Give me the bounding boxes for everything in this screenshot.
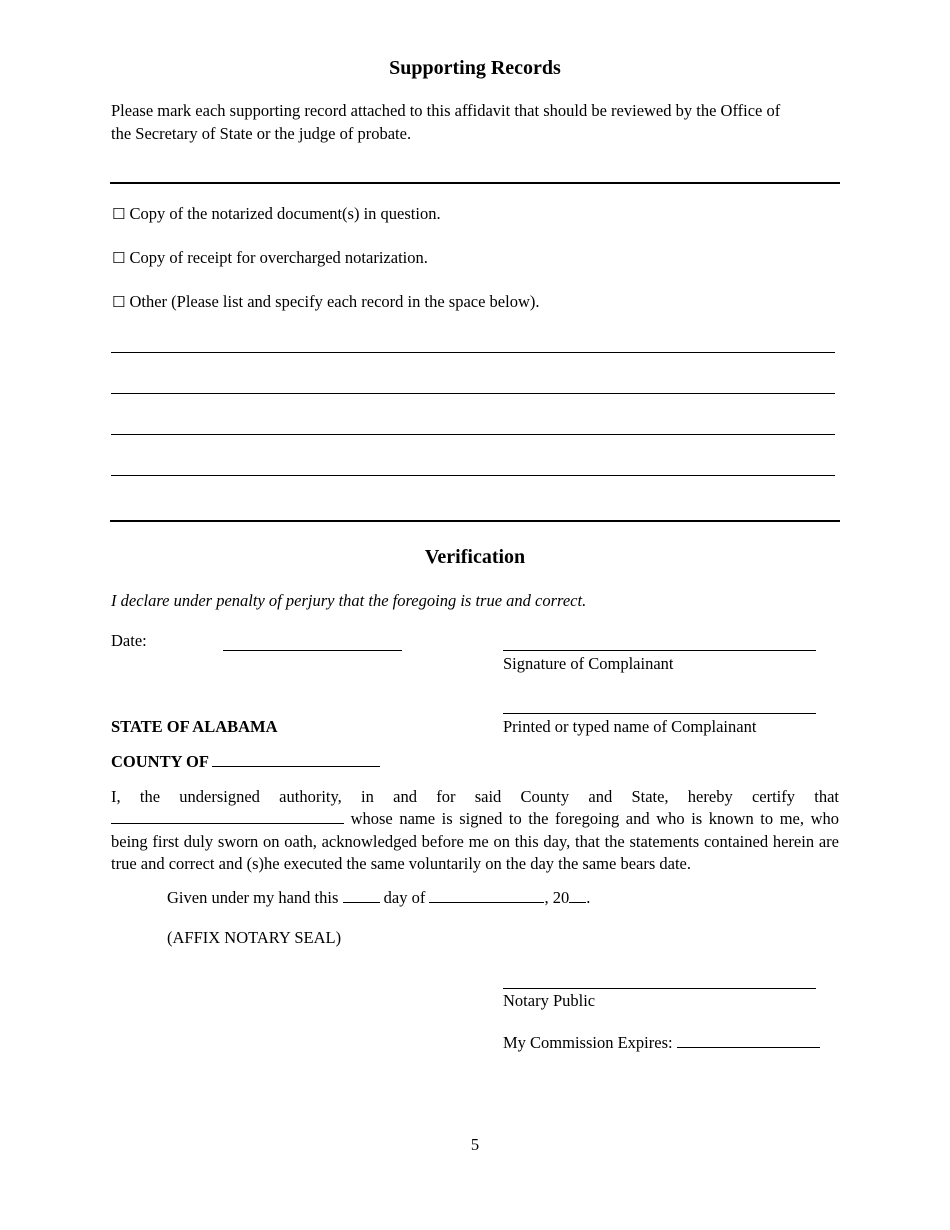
notary-seal-note: (AFFIX NOTARY SEAL) [167, 928, 342, 947]
given-text-2: day of [383, 888, 426, 907]
date-label: Date: [111, 631, 147, 650]
date-field-line[interactable] [223, 650, 402, 651]
other-records-line-1[interactable] [111, 352, 835, 353]
commission-label: My Commission Expires: [503, 1033, 673, 1052]
given-text-3: , 20 [544, 888, 570, 907]
signer-name-line[interactable] [111, 809, 344, 824]
given-under-hand [167, 888, 590, 908]
commission-expires-line[interactable] [677, 1033, 820, 1048]
supporting-records-title: Supporting Records [389, 57, 561, 79]
county-row [111, 752, 380, 772]
divider-top [110, 182, 840, 184]
verification-title: Verification [424, 546, 526, 568]
given-day-line[interactable] [343, 888, 380, 903]
signature-line[interactable] [503, 650, 816, 651]
certification-text-rest: whose name is signed to the foregoing and who is known to me, who being first duly sworn on oath, acknowledged before me on this day, that the statements contained herein are true and correct and (s)he executed the same voluntarily on the day the same bears date. [111, 809, 839, 873]
checkbox-icon[interactable]: ☐ [112, 249, 126, 267]
given-month-line[interactable] [429, 888, 544, 903]
record-item-label: Copy of receipt for overcharged notarization. [129, 248, 428, 267]
record-item-label: Copy of the notarized document(s) in question. [129, 204, 441, 223]
printed-name-line[interactable] [503, 713, 816, 714]
county-label: COUNTY OF [111, 752, 209, 771]
certification-paragraph [111, 786, 839, 875]
commission-row [503, 1033, 820, 1053]
checkbox-icon[interactable]: ☐ [112, 293, 126, 311]
given-text-4: . [586, 888, 591, 907]
printed-name-label: Printed or typed name of Complainant [503, 717, 757, 736]
divider-bottom [110, 520, 840, 522]
record-item-receipt[interactable] [112, 248, 428, 268]
other-records-line-4[interactable] [111, 475, 835, 476]
intro-line-1: Please mark each supporting record attached to this affidavit that should be reviewed by the Office of [111, 101, 781, 120]
notary-signature-line[interactable] [503, 988, 816, 989]
checkbox-icon[interactable]: ☐ [112, 205, 126, 223]
given-year-line[interactable] [569, 888, 586, 903]
other-records-line-2[interactable] [111, 393, 835, 394]
perjury-declaration: I declare under penalty of perjury that the foregoing is true and correct. [111, 591, 587, 610]
record-item-notarized-document[interactable] [112, 204, 441, 224]
page-number: 5 [470, 1135, 480, 1154]
notary-public-label: Notary Public [503, 991, 596, 1010]
county-field-line[interactable] [212, 752, 380, 767]
record-item-other[interactable] [112, 292, 540, 312]
state-label: STATE OF ALABAMA [111, 717, 278, 736]
given-text-1: Given under my hand this [167, 888, 339, 907]
signature-label: Signature of Complainant [503, 654, 674, 673]
intro-line-2: the Secretary of State or the judge of probate. [111, 124, 412, 143]
other-records-line-3[interactable] [111, 434, 835, 435]
record-item-label: Other (Please list and specify each record in the space below). [129, 292, 540, 311]
certification-text-start: I, the undersigned authority, in and for said County and State, hereby certify that [111, 787, 839, 806]
